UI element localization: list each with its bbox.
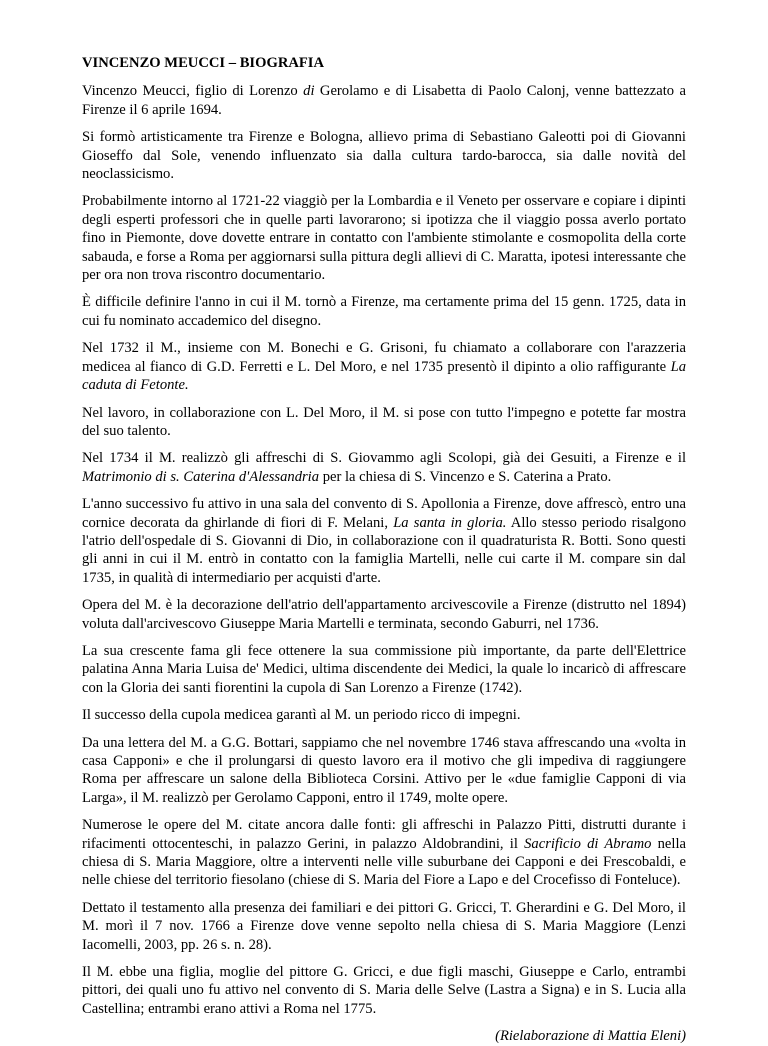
text-span: Allo stesso periodo risalgono l'atrio dell'ospedale di S. Giovanni di Dio, in collaborazione con il quadraturista R. Botti. Sono questi gli anni in cui il M. entrò in contatto con la famiglia Martelli, nelle cui carte il M. compare sin dal 1735, in qualità di intermediario per acquisti d'arte.: [82, 514, 686, 586]
paragraph-training: Si formò artisticamente tra Firenze e Bologna, allievo prima di Sebastiano Galeotti poi di Giovanni Gioseffo dal Sole, venendo influenzato sia dalla cultura tardo-barocca, sia dalle novità del neoclassicismo.: [82, 129, 686, 183]
paragraph-success: Il successo della cupola medicea garantì al M. un periodo ricco di impegni.: [82, 707, 521, 724]
text-span: Vincenzo Meucci, figlio di Lorenzo: [82, 83, 304, 100]
text-span: Numerose le opere del M. citate ancora dalle fonti: gli affreschi in Palazzo Pitti, distrutti durante i rifacimenti ottocenteschi, in palazzo Gerini, in palazzo Aldobrandini, il: [82, 817, 686, 852]
paragraph-travels: Probabilmente intorno al 1721-22 viaggiò per la Lombardia e il Veneto per osservare e copiare i dipinti degli esperti professori che in quelle parti lavorarono; si ipotizza che il viaggio possa averlo portato fino in Piemonte, dove dovette entrare in contatto con l'ambiente stimolante e cosmopolita della corte sabauda, e forse a Roma per aggiornarsi sulla pittura degli allievi di C. Maratta, ipotesi interessante che per ora non trova riscontro documentario.: [82, 193, 686, 284]
paragraph-cupola: La sua crescente fama gli fece ottenere la sua commissione più importante, da parte dell'Elettrice palatina Anna Maria Luisa de' Medici, ultima discendente dei Medici, la quale lo incaricò di affrescare con la Gloria dei santi fiorentini la cupola di San Lorenzo a Firenze (1742).: [82, 642, 686, 696]
paragraph-family: Il M. ebbe una figlia, moglie del pittore G. Gricci, e due figli maschi, Giuseppe e Carlo, entrambi pittori, dei quali uno fu attivo nel convento di S. Maria delle Selve (Lastra a Signa) e in S. Lucia alla Castellina; entrambi erano attivi a Roma nel 1775.: [82, 964, 686, 1017]
paragraph-collaboration: Nel lavoro, in collaborazione con L. Del Moro, il M. si pose con tutto l'impegno e potette far mostra del suo talento.: [82, 404, 686, 439]
italic-text: Matrimonio di s. Caterina d'Alessandria: [82, 468, 320, 485]
text-span: Nel 1734 il M. realizzò gli affreschi di S. Giovammo agli Scolopi, già dei Gesuiti, a Firenze e il: [82, 450, 686, 467]
text-span: Gerolamo e di Lisabetta di Paolo Calonj, venne battezzato a Firenze il 6 aprile 1694.: [82, 83, 686, 118]
text-span: L'anno successivo fu attivo in una sala del convento di S. Apollonia a Firenze, dove affrescò, entro una cornice decorata da ghirlande di fiori di F. Melani,: [82, 496, 686, 531]
paragraph-birth: [82, 82, 686, 119]
credit-line: (Rielaborazione di Mattia Eleni): [495, 1028, 686, 1045]
document-title: VINCENZO MEUCCI – BIOGRAFIA: [82, 55, 325, 71]
paragraph-atrio: Opera del M. è la decorazione dell'atrio dell'appartamento arcivescovile a Firenze (distrutto nel 1894) voluta dall'arcivescovo Giuseppe Maria Martelli e terminata, secondo Gaburri, nel 1736.: [82, 597, 686, 632]
paragraph-apollonia: [82, 495, 686, 587]
paragraph-1734: [82, 449, 686, 486]
text-span: Nel 1732 il M., insieme con M. Bonechi e G. Grisoni, fu chiamato a collaborare con l'arazzeria medicea al fianco di G.D. Ferretti e L. Del Moro, e nel 1735 presentò il dipinto a olio raffigurante: [82, 340, 686, 375]
paragraph-bottari: Da una lettera del M. a G.G. Bottari, sappiamo che nel novembre 1746 stava affrescando una «volta in casa Capponi» e che il prolungarsi di questo lavoro era il motivo che gli impediva di raggiungere Roma per affrescare un salone della Biblioteca Corsini. Attivo per le «due famiglie Capponi di via Larga», il M. realizzò per Gerolamo Capponi, entro il 1749, molte opere.: [82, 734, 686, 806]
italic-text: La caduta di Fetonte.: [82, 358, 686, 394]
paragraph-death: Dettato il testamento alla presenza dei familiari e dei pittori G. Gricci, T. Gherardini e G. Del Moro, il M. morì il 7 nov. 1766 a Firenze dove venne sepolto nella chiesa di S. Maria Maggiore (Lenzi Iacomelli, 2003, pp. 26 s. n. 28).: [82, 899, 686, 953]
text-span: nella chiesa di S. Maria Maggiore, oltre a interventi nelle ville suburbane dei Capponi e dei Frescobaldi, e nelle chiese del territorio fiesolano (chiese di S. Maria del Fiore a Lapo e del Crocefisso di Fonteluce).: [82, 835, 686, 889]
paragraph-arazzeria: [82, 339, 686, 394]
italic-text: di: [303, 83, 315, 100]
italic-text: La santa in gloria.: [393, 514, 507, 531]
text-span: per la chiesa di S. Vincenzo e S. Caterina a Prato.: [319, 468, 612, 485]
paragraph-return: È difficile definire l'anno in cui il M. tornò a Firenze, ma certamente prima del 15 genn. 1725, data in cui fu nominato accademico del disegno.: [82, 294, 686, 329]
paragraph-works: [82, 816, 686, 890]
italic-text: Sacrificio di Abramo: [524, 835, 652, 852]
